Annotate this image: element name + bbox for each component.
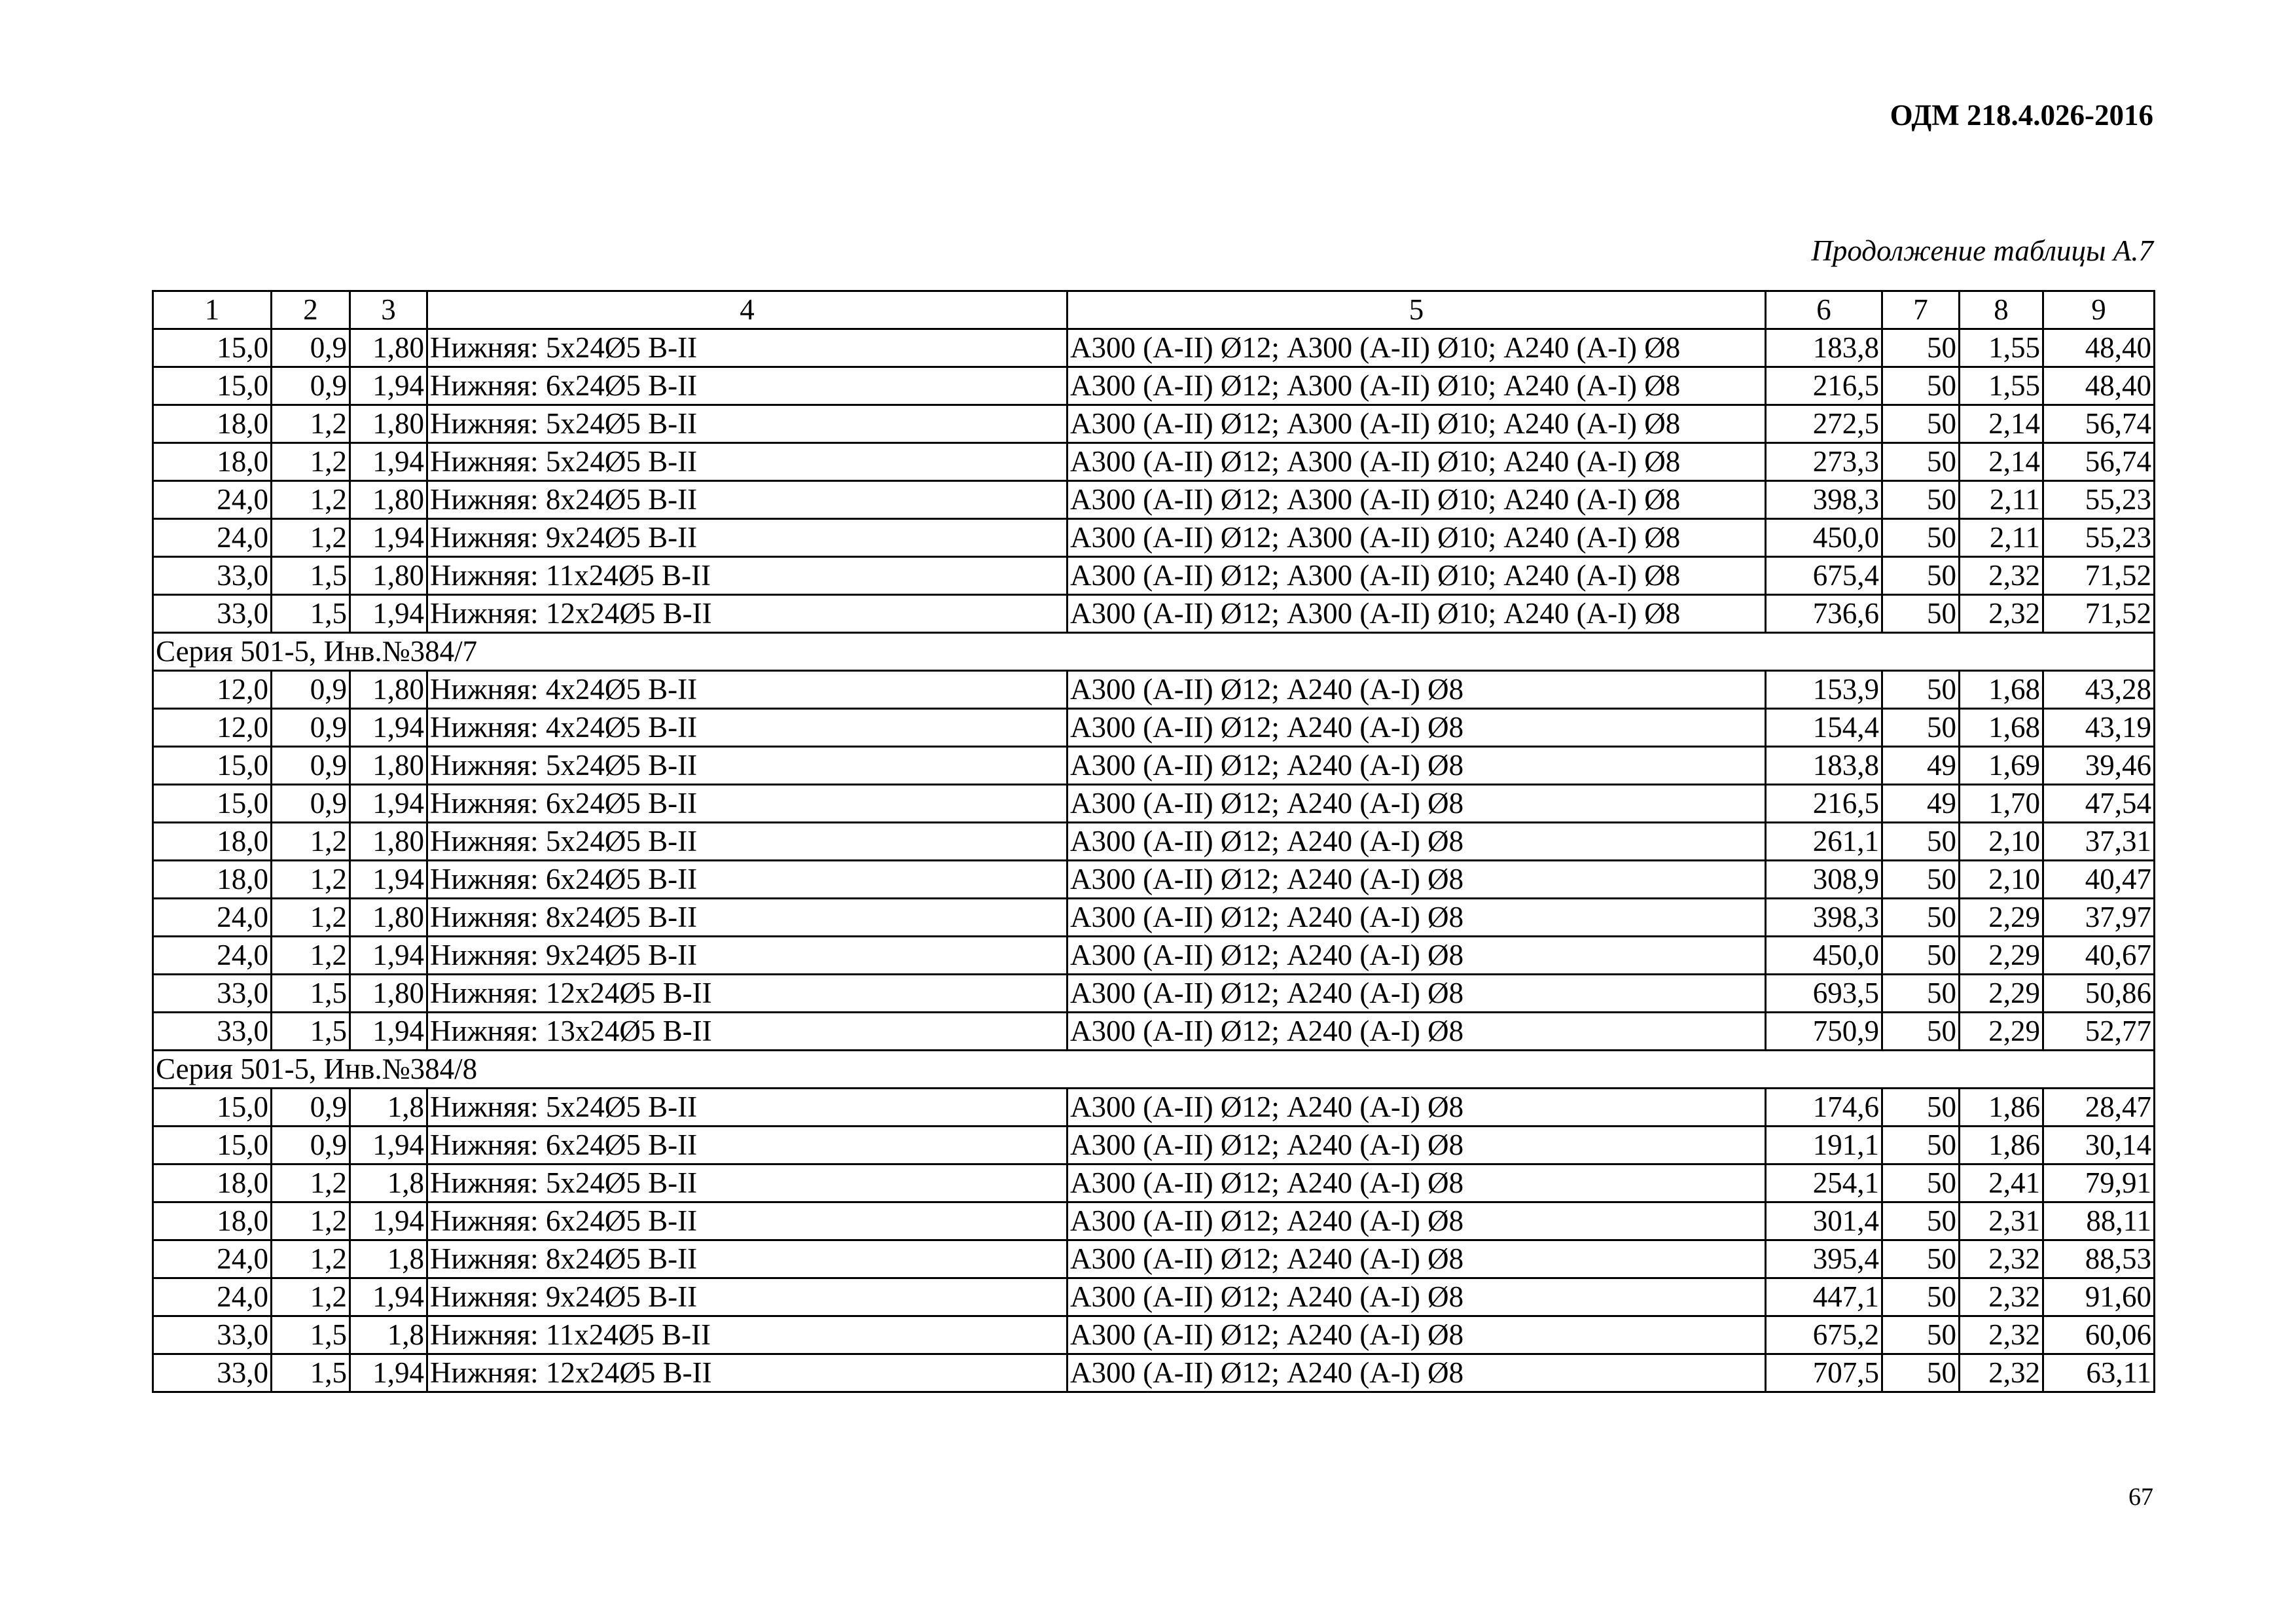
width-cell: 0,9 [272, 785, 350, 823]
width-cell: 0,9 [272, 367, 350, 405]
table-row [153, 1202, 2155, 1240]
width-cell: 1,2 [272, 1240, 350, 1278]
table-row [153, 443, 2155, 481]
span-cell: 33,0 [153, 1013, 272, 1051]
table-row [153, 557, 2155, 595]
col9-cell: 43,19 [2043, 709, 2155, 747]
height-cell: 1,94 [350, 785, 427, 823]
table-row [153, 1240, 2155, 1278]
col7-cell: 50 [1882, 329, 1960, 367]
col9-cell: 52,77 [2043, 1013, 2155, 1051]
rebar-cell: А300 (А-II) Ø12; А240 (А-I) Ø8 [1067, 671, 1766, 709]
height-cell: 1,94 [350, 595, 427, 633]
rebar-cell: А300 (А-II) Ø12; А240 (А-I) Ø8 [1067, 1013, 1766, 1051]
col9-cell: 48,40 [2043, 367, 2155, 405]
height-cell: 1,94 [350, 1127, 427, 1164]
col6-cell: 675,4 [1766, 557, 1882, 595]
col6-cell: 675,2 [1766, 1316, 1882, 1354]
width-cell: 1,2 [272, 823, 350, 861]
span-cell: 15,0 [153, 1127, 272, 1164]
span-cell: 24,0 [153, 899, 272, 937]
col8-cell: 2,29 [1960, 975, 2043, 1013]
col9-cell: 56,74 [2043, 443, 2155, 481]
col9-cell: 91,60 [2043, 1278, 2155, 1316]
col9-cell: 37,31 [2043, 823, 2155, 861]
bottom-reinforcement-cell: Нижняя: 5x24Ø5 B-II [427, 1164, 1067, 1202]
table-row [153, 1316, 2155, 1354]
rebar-cell: А300 (А-II) Ø12; А300 (А-II) Ø10; А240 (А-I) Ø8 [1067, 595, 1766, 633]
col7-cell: 50 [1882, 557, 1960, 595]
table-row [153, 481, 2155, 519]
rebar-cell: А300 (А-II) Ø12; А300 (А-II) Ø10; А240 (А-I) Ø8 [1067, 443, 1766, 481]
section-header-row [153, 1051, 2155, 1089]
col8-cell: 2,32 [1960, 1240, 2043, 1278]
height-cell: 1,80 [350, 557, 427, 595]
col7-cell: 50 [1882, 1013, 1960, 1051]
bottom-reinforcement-cell: Нижняя: 11x24Ø5 B-II [427, 557, 1067, 595]
column-header: 3 [350, 291, 427, 329]
height-cell: 1,94 [350, 1202, 427, 1240]
span-cell: 12,0 [153, 671, 272, 709]
col7-cell: 50 [1882, 1127, 1960, 1164]
span-cell: 33,0 [153, 557, 272, 595]
col9-cell: 55,23 [2043, 519, 2155, 557]
width-cell: 1,2 [272, 1278, 350, 1316]
width-cell: 1,5 [272, 1013, 350, 1051]
width-cell: 0,9 [272, 671, 350, 709]
bottom-reinforcement-cell: Нижняя: 13x24Ø5 B-II [427, 1013, 1067, 1051]
table-body [153, 291, 2155, 1392]
col6-cell: 736,6 [1766, 595, 1882, 633]
col9-cell: 88,53 [2043, 1240, 2155, 1278]
span-cell: 24,0 [153, 481, 272, 519]
rebar-cell: А300 (А-II) Ø12; А240 (А-I) Ø8 [1067, 975, 1766, 1013]
col8-cell: 2,32 [1960, 557, 2043, 595]
col7-cell: 50 [1882, 899, 1960, 937]
col8-cell: 2,11 [1960, 481, 2043, 519]
col8-cell: 1,69 [1960, 747, 2043, 785]
col9-cell: 50,86 [2043, 975, 2155, 1013]
col7-cell: 50 [1882, 1354, 1960, 1392]
rebar-cell: А300 (А-II) Ø12; А240 (А-I) Ø8 [1067, 1089, 1766, 1127]
table-row [153, 709, 2155, 747]
col7-cell: 50 [1882, 481, 1960, 519]
bottom-reinforcement-cell: Нижняя: 12x24Ø5 B-II [427, 595, 1067, 633]
table-row [153, 595, 2155, 633]
span-cell: 18,0 [153, 823, 272, 861]
height-cell: 1,94 [350, 1013, 427, 1051]
height-cell: 1,80 [350, 823, 427, 861]
col6-cell: 272,5 [1766, 405, 1882, 443]
width-cell: 1,5 [272, 975, 350, 1013]
rebar-cell: А300 (А-II) Ø12; А240 (А-I) Ø8 [1067, 1202, 1766, 1240]
rebar-cell: А300 (А-II) Ø12; А300 (А-II) Ø10; А240 (А-I) Ø8 [1067, 329, 1766, 367]
column-header: 1 [153, 291, 272, 329]
bottom-reinforcement-cell: Нижняя: 12x24Ø5 B-II [427, 1354, 1067, 1392]
height-cell: 1,94 [350, 1278, 427, 1316]
span-cell: 33,0 [153, 595, 272, 633]
col9-cell: 71,52 [2043, 595, 2155, 633]
bottom-reinforcement-cell: Нижняя: 4x24Ø5 B-II [427, 709, 1067, 747]
col7-cell: 50 [1882, 1202, 1960, 1240]
rebar-cell: А300 (А-II) Ø12; А300 (А-II) Ø10; А240 (А-I) Ø8 [1067, 519, 1766, 557]
col6-cell: 216,5 [1766, 367, 1882, 405]
table-continuation-caption: Продолжение таблицы А.7 [1811, 234, 2153, 267]
col6-cell: 174,6 [1766, 1089, 1882, 1127]
width-cell: 1,2 [272, 937, 350, 975]
col8-cell: 1,55 [1960, 329, 2043, 367]
span-cell: 24,0 [153, 519, 272, 557]
width-cell: 0,9 [272, 1089, 350, 1127]
bottom-reinforcement-cell: Нижняя: 6x24Ø5 B-II [427, 861, 1067, 899]
col9-cell: 28,47 [2043, 1089, 2155, 1127]
col6-cell: 450,0 [1766, 937, 1882, 975]
width-cell: 1,2 [272, 899, 350, 937]
col8-cell: 2,41 [1960, 1164, 2043, 1202]
rebar-cell: А300 (А-II) Ø12; А300 (А-II) Ø10; А240 (А-I) Ø8 [1067, 481, 1766, 519]
span-cell: 15,0 [153, 329, 272, 367]
bottom-reinforcement-cell: Нижняя: 8x24Ø5 B-II [427, 481, 1067, 519]
span-cell: 18,0 [153, 1164, 272, 1202]
col9-cell: 79,91 [2043, 1164, 2155, 1202]
table-row [153, 329, 2155, 367]
col9-cell: 60,06 [2043, 1316, 2155, 1354]
col7-cell: 50 [1882, 519, 1960, 557]
bottom-reinforcement-cell: Нижняя: 9x24Ø5 B-II [427, 519, 1067, 557]
bottom-reinforcement-cell: Нижняя: 5x24Ø5 B-II [427, 747, 1067, 785]
col8-cell: 2,10 [1960, 823, 2043, 861]
rebar-cell: А300 (А-II) Ø12; А240 (А-I) Ø8 [1067, 785, 1766, 823]
col8-cell: 2,29 [1960, 899, 2043, 937]
section-header-row [153, 633, 2155, 671]
col8-cell: 1,55 [1960, 367, 2043, 405]
span-cell: 33,0 [153, 975, 272, 1013]
col6-cell: 301,4 [1766, 1202, 1882, 1240]
width-cell: 1,2 [272, 519, 350, 557]
width-cell: 1,2 [272, 861, 350, 899]
span-cell: 33,0 [153, 1354, 272, 1392]
bottom-reinforcement-cell: Нижняя: 5x24Ø5 B-II [427, 405, 1067, 443]
col7-cell: 50 [1882, 937, 1960, 975]
bottom-reinforcement-cell: Нижняя: 11x24Ø5 B-II [427, 1316, 1067, 1354]
col7-cell: 50 [1882, 1089, 1960, 1127]
col8-cell: 2,32 [1960, 1316, 2043, 1354]
bottom-reinforcement-cell: Нижняя: 4x24Ø5 B-II [427, 671, 1067, 709]
bottom-reinforcement-cell: Нижняя: 6x24Ø5 B-II [427, 367, 1067, 405]
table-row [153, 1354, 2155, 1392]
rebar-cell: А300 (А-II) Ø12; А300 (А-II) Ø10; А240 (А-I) Ø8 [1067, 557, 1766, 595]
col8-cell: 2,14 [1960, 443, 2043, 481]
col6-cell: 254,1 [1766, 1164, 1882, 1202]
col8-cell: 2,10 [1960, 861, 2043, 899]
col7-cell: 49 [1882, 747, 1960, 785]
col7-cell: 50 [1882, 975, 1960, 1013]
table-row [153, 899, 2155, 937]
height-cell: 1,8 [350, 1164, 427, 1202]
span-cell: 18,0 [153, 405, 272, 443]
data-table [152, 290, 2155, 1393]
bottom-reinforcement-cell: Нижняя: 8x24Ø5 B-II [427, 1240, 1067, 1278]
bottom-reinforcement-cell: Нижняя: 5x24Ø5 B-II [427, 329, 1067, 367]
span-cell: 18,0 [153, 861, 272, 899]
table-row [153, 1127, 2155, 1164]
col8-cell: 1,86 [1960, 1127, 2043, 1164]
width-cell: 1,2 [272, 1202, 350, 1240]
span-cell: 15,0 [153, 785, 272, 823]
bottom-reinforcement-cell: Нижняя: 9x24Ø5 B-II [427, 937, 1067, 975]
height-cell: 1,8 [350, 1089, 427, 1127]
col9-cell: 63,11 [2043, 1354, 2155, 1392]
span-cell: 15,0 [153, 747, 272, 785]
width-cell: 1,5 [272, 1354, 350, 1392]
col6-cell: 308,9 [1766, 861, 1882, 899]
width-cell: 1,2 [272, 405, 350, 443]
column-header: 4 [427, 291, 1067, 329]
col6-cell: 191,1 [1766, 1127, 1882, 1164]
rebar-cell: А300 (А-II) Ø12; А240 (А-I) Ø8 [1067, 899, 1766, 937]
width-cell: 1,2 [272, 443, 350, 481]
col7-cell: 50 [1882, 1240, 1960, 1278]
height-cell: 1,94 [350, 709, 427, 747]
column-header: 2 [272, 291, 350, 329]
rebar-cell: А300 (А-II) Ø12; А240 (А-I) Ø8 [1067, 1354, 1766, 1392]
col8-cell: 2,11 [1960, 519, 2043, 557]
height-cell: 1,94 [350, 519, 427, 557]
height-cell: 1,94 [350, 443, 427, 481]
col7-cell: 50 [1882, 671, 1960, 709]
rebar-cell: А300 (А-II) Ø12; А240 (А-I) Ø8 [1067, 1316, 1766, 1354]
rebar-cell: А300 (А-II) Ø12; А240 (А-I) Ø8 [1067, 1278, 1766, 1316]
col6-cell: 398,3 [1766, 481, 1882, 519]
rebar-cell: А300 (А-II) Ø12; А240 (А-I) Ø8 [1067, 937, 1766, 975]
col7-cell: 50 [1882, 367, 1960, 405]
col7-cell: 50 [1882, 709, 1960, 747]
table-row [153, 671, 2155, 709]
col7-cell: 50 [1882, 1316, 1960, 1354]
height-cell: 1,80 [350, 671, 427, 709]
col9-cell: 40,47 [2043, 861, 2155, 899]
col6-cell: 273,3 [1766, 443, 1882, 481]
col9-cell: 48,40 [2043, 329, 2155, 367]
span-cell: 18,0 [153, 1202, 272, 1240]
width-cell: 1,5 [272, 557, 350, 595]
col7-cell: 50 [1882, 1164, 1960, 1202]
col9-cell: 88,11 [2043, 1202, 2155, 1240]
col6-cell: 216,5 [1766, 785, 1882, 823]
span-cell: 12,0 [153, 709, 272, 747]
table-row [153, 519, 2155, 557]
col9-cell: 55,23 [2043, 481, 2155, 519]
rebar-cell: А300 (А-II) Ø12; А300 (А-II) Ø10; А240 (А-I) Ø8 [1067, 405, 1766, 443]
table-row [153, 861, 2155, 899]
height-cell: 1,80 [350, 747, 427, 785]
col9-cell: 56,74 [2043, 405, 2155, 443]
col8-cell: 1,86 [1960, 1089, 2043, 1127]
table-row [153, 1164, 2155, 1202]
bottom-reinforcement-cell: Нижняя: 6x24Ø5 B-II [427, 785, 1067, 823]
col8-cell: 1,68 [1960, 671, 2043, 709]
height-cell: 1,80 [350, 405, 427, 443]
column-number-row [153, 291, 2155, 329]
rebar-cell: А300 (А-II) Ø12; А300 (А-II) Ø10; А240 (А-I) Ø8 [1067, 367, 1766, 405]
col9-cell: 40,67 [2043, 937, 2155, 975]
span-cell: 15,0 [153, 1089, 272, 1127]
table-row [153, 1278, 2155, 1316]
width-cell: 0,9 [272, 1127, 350, 1164]
table-row [153, 823, 2155, 861]
height-cell: 1,8 [350, 1316, 427, 1354]
col6-cell: 707,5 [1766, 1354, 1882, 1392]
height-cell: 1,94 [350, 861, 427, 899]
table-row [153, 937, 2155, 975]
height-cell: 1,80 [350, 329, 427, 367]
col6-cell: 183,8 [1766, 329, 1882, 367]
col9-cell: 43,28 [2043, 671, 2155, 709]
rebar-cell: А300 (А-II) Ø12; А240 (А-I) Ø8 [1067, 747, 1766, 785]
width-cell: 1,2 [272, 1164, 350, 1202]
rebar-cell: А300 (А-II) Ø12; А240 (А-I) Ø8 [1067, 1164, 1766, 1202]
col9-cell: 39,46 [2043, 747, 2155, 785]
table-row [153, 747, 2155, 785]
col9-cell: 37,97 [2043, 899, 2155, 937]
rebar-cell: А300 (А-II) Ø12; А240 (А-I) Ø8 [1067, 1240, 1766, 1278]
height-cell: 1,80 [350, 975, 427, 1013]
table-row [153, 367, 2155, 405]
col6-cell: 398,3 [1766, 899, 1882, 937]
section-title: Серия 501-5, Инв.№384/8 [153, 1051, 2155, 1089]
bottom-reinforcement-cell: Нижняя: 5x24Ø5 B-II [427, 443, 1067, 481]
page-number: 67 [2128, 1483, 2153, 1511]
height-cell: 1,94 [350, 367, 427, 405]
table-row [153, 1013, 2155, 1051]
col6-cell: 693,5 [1766, 975, 1882, 1013]
bottom-reinforcement-cell: Нижняя: 8x24Ø5 B-II [427, 899, 1067, 937]
col6-cell: 447,1 [1766, 1278, 1882, 1316]
col8-cell: 2,32 [1960, 595, 2043, 633]
width-cell: 0,9 [272, 329, 350, 367]
height-cell: 1,80 [350, 481, 427, 519]
col9-cell: 71,52 [2043, 557, 2155, 595]
col9-cell: 47,54 [2043, 785, 2155, 823]
col7-cell: 49 [1882, 785, 1960, 823]
height-cell: 1,94 [350, 937, 427, 975]
table-row [153, 975, 2155, 1013]
column-header: 7 [1882, 291, 1960, 329]
bottom-reinforcement-cell: Нижняя: 6x24Ø5 B-II [427, 1202, 1067, 1240]
col6-cell: 750,9 [1766, 1013, 1882, 1051]
rebar-cell: А300 (А-II) Ø12; А240 (А-I) Ø8 [1067, 709, 1766, 747]
document-code: ОДМ 218.4.026-2016 [1890, 99, 2153, 132]
span-cell: 33,0 [153, 1316, 272, 1354]
col8-cell: 2,32 [1960, 1354, 2043, 1392]
col7-cell: 50 [1882, 823, 1960, 861]
col9-cell: 30,14 [2043, 1127, 2155, 1164]
col6-cell: 395,4 [1766, 1240, 1882, 1278]
col6-cell: 183,8 [1766, 747, 1882, 785]
column-header: 5 [1067, 291, 1766, 329]
width-cell: 0,9 [272, 709, 350, 747]
height-cell: 1,94 [350, 1354, 427, 1392]
bottom-reinforcement-cell: Нижняя: 12x24Ø5 B-II [427, 975, 1067, 1013]
rebar-cell: А300 (А-II) Ø12; А240 (А-I) Ø8 [1067, 1127, 1766, 1164]
col8-cell: 2,14 [1960, 405, 2043, 443]
col8-cell: 1,70 [1960, 785, 2043, 823]
col6-cell: 153,9 [1766, 671, 1882, 709]
span-cell: 18,0 [153, 443, 272, 481]
width-cell: 1,5 [272, 595, 350, 633]
width-cell: 0,9 [272, 747, 350, 785]
column-header: 6 [1766, 291, 1882, 329]
col7-cell: 50 [1882, 595, 1960, 633]
width-cell: 1,5 [272, 1316, 350, 1354]
span-cell: 24,0 [153, 1240, 272, 1278]
column-header: 9 [2043, 291, 2155, 329]
col8-cell: 1,68 [1960, 709, 2043, 747]
table-row [153, 785, 2155, 823]
col6-cell: 261,1 [1766, 823, 1882, 861]
span-cell: 24,0 [153, 937, 272, 975]
col8-cell: 2,31 [1960, 1202, 2043, 1240]
col8-cell: 2,29 [1960, 1013, 2043, 1051]
height-cell: 1,8 [350, 1240, 427, 1278]
col7-cell: 50 [1882, 861, 1960, 899]
col8-cell: 2,29 [1960, 937, 2043, 975]
bottom-reinforcement-cell: Нижняя: 9x24Ø5 B-II [427, 1278, 1067, 1316]
column-header: 8 [1960, 291, 2043, 329]
col7-cell: 50 [1882, 443, 1960, 481]
span-cell: 24,0 [153, 1278, 272, 1316]
width-cell: 1,2 [272, 481, 350, 519]
rebar-cell: А300 (А-II) Ø12; А240 (А-I) Ø8 [1067, 823, 1766, 861]
col7-cell: 50 [1882, 1278, 1960, 1316]
height-cell: 1,80 [350, 899, 427, 937]
bottom-reinforcement-cell: Нижняя: 5x24Ø5 B-II [427, 1089, 1067, 1127]
col7-cell: 50 [1882, 405, 1960, 443]
rebar-cell: А300 (А-II) Ø12; А240 (А-I) Ø8 [1067, 861, 1766, 899]
table-row [153, 405, 2155, 443]
col6-cell: 450,0 [1766, 519, 1882, 557]
span-cell: 15,0 [153, 367, 272, 405]
bottom-reinforcement-cell: Нижняя: 5x24Ø5 B-II [427, 823, 1067, 861]
col8-cell: 2,32 [1960, 1278, 2043, 1316]
col6-cell: 154,4 [1766, 709, 1882, 747]
bottom-reinforcement-cell: Нижняя: 6x24Ø5 B-II [427, 1127, 1067, 1164]
section-title: Серия 501-5, Инв.№384/7 [153, 633, 2155, 671]
table-row [153, 1089, 2155, 1127]
